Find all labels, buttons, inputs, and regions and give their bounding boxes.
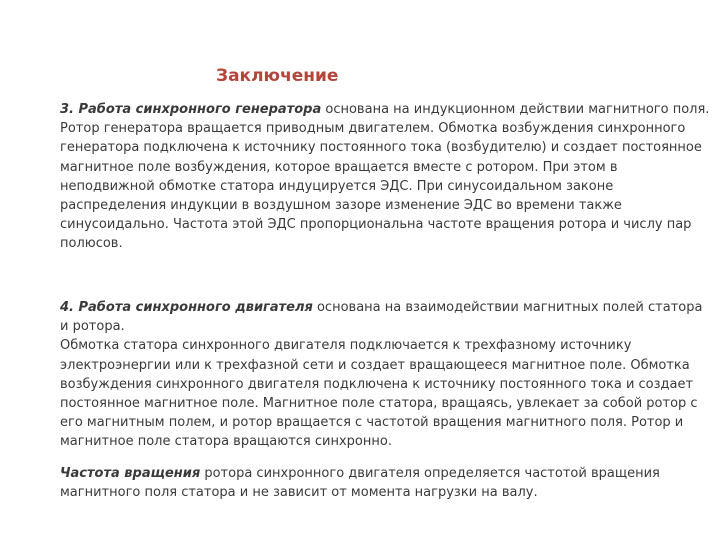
paragraph-line: распределения индукции в воздушном зазоре изменение ЭДС во времени также [60, 198, 622, 214]
paragraph-frequency [60, 464, 700, 502]
line-text: ротора синхронного двигателя определяется частотой вращения [200, 466, 660, 481]
paragraph-line: неподвижной обмотке статора индуцируется ЭДС. При синусоидальном законе [60, 178, 614, 194]
paragraph-lead: Частота вращения [60, 466, 201, 481]
paragraph-line: его магнитным полем, и ротор вращается с частотой вращения магнитного поля. Ротор и [60, 415, 684, 431]
paragraph-lead: 3. Работа синхронного генератора [60, 102, 322, 117]
paragraph-lead: 4. Работа синхронного двигателя [60, 300, 313, 315]
paragraph-line: полюсов. [60, 236, 123, 252]
paragraph-motor [60, 298, 703, 452]
paragraph-line: постоянное магнитное поле. Магнитное поле статора, вращаясь, увлекает за собой ротор с [60, 396, 698, 412]
line-text: основана на индукционном действии магнитного поля. [321, 102, 710, 117]
paragraph-line: магнитное поле возбуждения, которое вращается вместе с ротором. При этом в [60, 159, 618, 175]
line-text: основана на взаимодействии магнитных полей статора [312, 300, 703, 315]
paragraph-line: синусоидально. Частота этой ЭДС пропорциональна частоте вращения ротора и числу пар [60, 217, 692, 233]
paragraph-generator [60, 100, 710, 254]
paragraph-line: магнитного поля статора и не зависит от момента нагрузки на валу. [60, 485, 538, 501]
paragraph-line: генератора подключена к источнику постоянного тока (возбудителю) и создает постоянное [60, 140, 702, 156]
paragraph-line [60, 100, 710, 119]
paragraph-line: электроэнергии или к трехфазной сети и создает вращающееся магнитное поле. Обмотка [60, 357, 690, 373]
paragraph-line: Обмотка статора синхронного двигателя подключается к трехфазному источнику [60, 338, 632, 354]
paragraph-line: магнитное поле статора вращаются синхронно. [60, 434, 392, 450]
paragraph-line [60, 464, 700, 483]
paragraph-line [60, 298, 703, 317]
paragraph-line: возбуждения синхронного двигателя подключена к источнику постоянного тока и создает [60, 376, 694, 392]
paragraph-line: и ротора. [60, 319, 125, 335]
slide-title: Заключение [216, 66, 339, 86]
paragraph-line: Ротор генератора вращается приводным двигателем. Обмотка возбуждения синхронного [60, 121, 686, 137]
